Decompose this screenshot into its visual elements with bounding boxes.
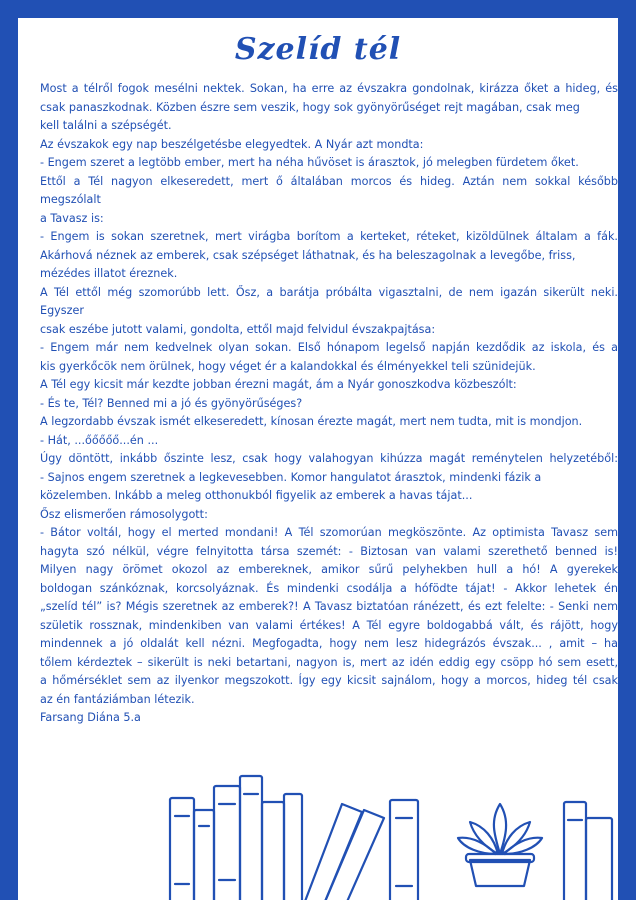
- text-line: mindennek a jó oldalát kell nézni. Megfogadta, hogy nem lesz hidegrázós évszak... , amit – ha: [40, 637, 618, 650]
- text-line: csak eszébe jutott valami, gondolta, ettől majd felvidul évszakpajtása:: [40, 322, 436, 336]
- text-line: Úgy döntött, inkább őszinte lesz, csak hogy valahogyan kihúzza magát reménytelen helyzetéből:: [40, 452, 618, 465]
- text-line: Ettől a Tél nagyon elkeseredett, mert ő általában morcos és hideg. Aztán nem sokkal később: [40, 174, 618, 188]
- text-line: születik rossznak, mindenkiben van valami értékes! A Tél egyre boldogabbá vált, és rájött, hogy: [40, 618, 618, 632]
- text-line: boldogan szánkóznak, korcsolyáznak. És mindenki csodálja a hófödte tájat! - Akkor lehetek én: [40, 581, 618, 595]
- text-line: kell találni a szépségét.: [40, 119, 172, 132]
- text-line: megszólalt: [40, 193, 101, 206]
- story-text: [40, 80, 618, 728]
- text-line: az én fantáziámban létezik.: [40, 692, 195, 706]
- text-line: a Tavasz is:: [40, 211, 104, 225]
- text-line: Ősz elismerően rámosolygott:: [40, 507, 208, 521]
- text-line: Akárhová néznek az emberek, csak szépséget láthatnak, és ha beleszagolnak a levegőbe, friss,: [40, 248, 576, 262]
- text-line: - Hát, ...őőőőő...én ...: [40, 433, 159, 447]
- text-line: tőlem kérdeztek – sikerült is neki betartani, nagyon is, mert az idén eddig egy csöpp hó sem esett,: [40, 655, 618, 669]
- text-line: - Sajnos engem szeretnek a legkevesebben. Komor hangulatot árasztok, mindenki fázik a: [40, 470, 542, 484]
- page-title: Szelíd tél: [234, 32, 402, 67]
- text-line: Most a télről fogok mesélni nektek. Sokan, ha erre az évszakra gondolnak, kirázza őket a hideg, és: [40, 82, 618, 95]
- text-line: a hőmérséklet sem az ilyenkor megszokott. Így egy kicsit sajnálom, hogy a morcos, hideg tél csak: [40, 674, 618, 687]
- text-line: Az évszakok egy nap beszélgetésbe elegyedtek. A Nyár azt mondta:: [40, 137, 424, 151]
- text-line: A legzordabb évszak ismét elkeseredett, kínosan érezte magát, mert nem tudta, mit is mondjon.: [40, 415, 583, 428]
- bookshelf-plant-icon: [158, 770, 618, 900]
- text-line: Egyszer: [40, 304, 84, 317]
- text-line: - Engem már nem kedvelnek olyan sokan. Első hónapom legelső napján kezdődik az iskola, és a: [40, 341, 618, 354]
- text-line: mézédes illatot éreznek.: [40, 267, 178, 280]
- page-sheet: [18, 18, 618, 900]
- text-line: A Tél egy kicsit már kezdte jobban érezni magát, ám a Nyár gonoszkodva közbeszólt:: [40, 378, 517, 391]
- text-line: A Tél ettől még szomorúbb lett. Ősz, a barátja próbálta vigasztalni, de nem igazán sikerült neki.: [40, 285, 618, 299]
- text-line: - És te, Tél? Benned mi a jó és gyönyörűséges?: [40, 396, 303, 410]
- author-signature: Farsang Diána 5.a: [40, 711, 141, 724]
- text-line: kis gyerkőcök nem örülnek, hogy véget ér a kalandokkal és élményekkel teli szünidejük.: [40, 359, 536, 373]
- text-line: - Engem is sokan szeretnek, mert virágba borítom a kerteket, réteket, kizöldülnek általam a fák.: [40, 230, 618, 243]
- text-line: - Engem szeret a legtöbb ember, mert ha néha hűvöset is árasztok, jó melegben fürdetem őket.: [40, 156, 579, 169]
- text-line: csak panaszkodnak. Közben észre sem veszik, hogy sok gyönyörűséget rejt magában, csak meg: [40, 100, 580, 114]
- text-line: közelemben. Inkább a meleg otthonukból figyelik az emberek a havas tájat...: [40, 489, 473, 502]
- text-line: Milyen nagy örömet okozol az embereknek, amikor sűrű pelyhekben hull a hó! A gyerekek: [40, 563, 618, 576]
- text-line: - Bátor voltál, hogy el merted mondani! A Tél szomorúan megköszönte. Az optimista Tavasz sem: [40, 526, 618, 539]
- text-line: „szelíd tél” is? Mégis szeretnek az emberek?! A Tavasz biztatóan ránézett, és ezt felelte: - Senki nem: [40, 600, 618, 613]
- text-line: hagyta szó nélkül, végre felnyitotta társa szemét: - Biztosan van valami szerethető benned is!: [40, 544, 618, 558]
